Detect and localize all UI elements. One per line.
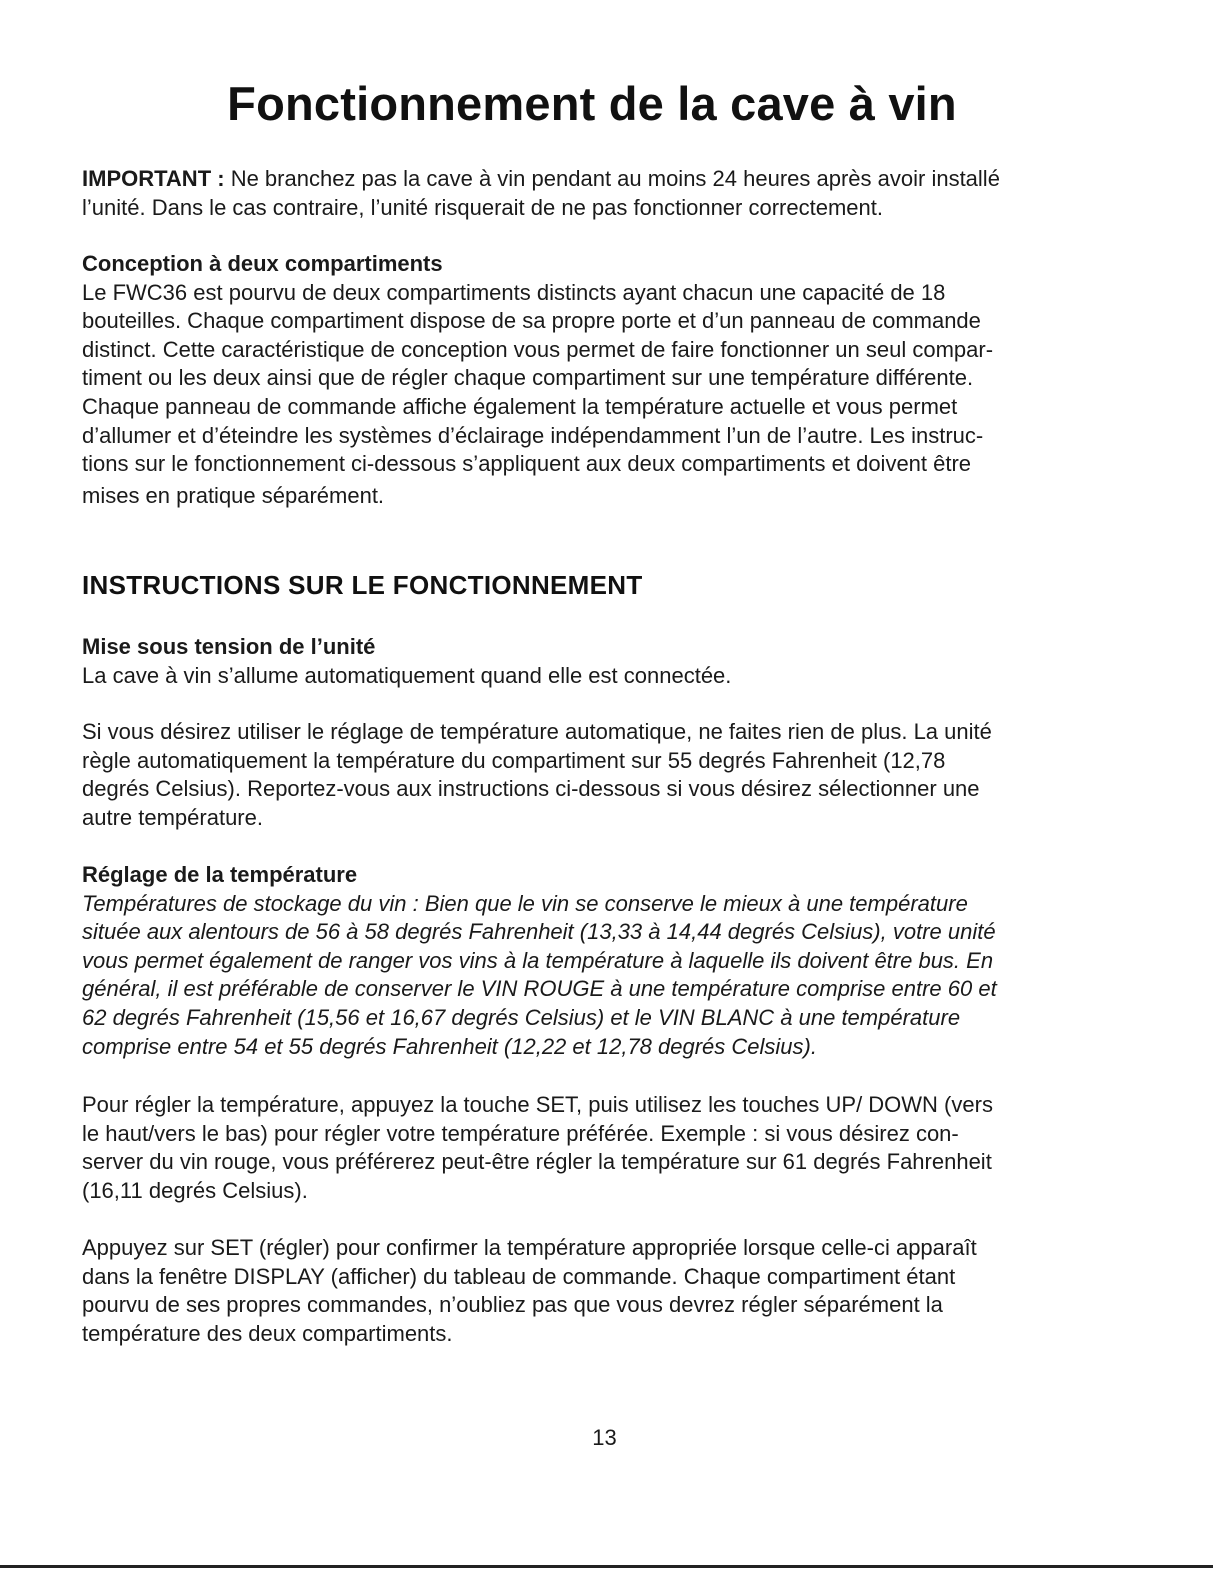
important-text-1: Ne branchez pas la cave à vin pendant au moins 24 heures après avoir installé (224, 166, 1000, 191)
section-heading-mise: Mise sous tension de l’unité (82, 634, 376, 659)
important-paragraph (82, 165, 1102, 222)
section-conception (82, 250, 1102, 510)
reglage-italic-line: vous permet également de ranger vos vins à la température à laquelle ils doivent être bus. En (82, 947, 994, 973)
confirm-line: pourvu de ses propres commandes, n’oubliez pas que vous devrez régler séparément la (82, 1292, 943, 1318)
section-reglage-temperature (82, 861, 1102, 1061)
important-label: IMPORTANT : (82, 166, 225, 191)
confirm-line: Appuyez sur SET (régler) pour confirmer la température appropriée lorsque celle-ci apparaît (82, 1235, 977, 1260)
section-heading-reglage: Réglage de la température (82, 862, 358, 887)
scan-bottom-edge (0, 1565, 1213, 1568)
auto-line: autre température. (82, 804, 263, 830)
conception-line: Le FWC36 est pourvu de deux compartiments distincts ayant chacun une capacité de 18 (82, 279, 946, 305)
reglage-italic-line: comprise entre 54 et 55 degrés Fahrenheit (12,22 et 12,78 degrés Celsius). (82, 1033, 817, 1059)
conception-line: timent ou les deux ainsi que de régler chaque compartiment sur une température différente. (82, 365, 974, 391)
auto-line: règle automatiquement la température du compartiment sur 55 degrés Fahrenheit (12,78 (82, 747, 946, 773)
reglage-italic-line: 62 degrés Fahrenheit (15,56 et 16,67 degrés Celsius) et le VIN BLANC à une température (82, 1004, 961, 1030)
set-line: Pour régler la température, appuyez la touche SET, puis utilisez les touches UP/ DOWN (vers (82, 1092, 993, 1117)
conception-line: bouteilles. Chaque compartiment dispose de sa propre porte et d’un panneau de commande (82, 308, 981, 334)
auto-line: degrés Celsius). Reportez-vous aux instructions ci-dessous si vous désirez sélectionner une (82, 776, 980, 802)
conception-line: d’allumer et d’éteindre les systèmes d’éclairage indépendamment l’un de l’autre. Les instruc- (82, 422, 984, 448)
important-line-1 (82, 165, 1102, 194)
set-line: (16,11 degrés Celsius). (82, 1177, 308, 1203)
section-mise-sous-tension (82, 633, 1102, 690)
instructions-heading: INSTRUCTIONS SUR LE FONCTIONNEMENT (82, 570, 643, 600)
reglage-italic-line: Températures de stockage du vin : Bien que le vin se conserve le mieux à une température (82, 890, 968, 916)
reglage-italic-line: située aux alentours de 56 à 58 degrés Fahrenheit (13,33 à 14,44 degrés Celsius), votre unité (82, 919, 996, 945)
conception-line: distinct. Cette caractéristique de conception vous permet de faire fonctionner un seul compar- (82, 336, 994, 362)
section-heading-conception: Conception à deux compartiments (82, 251, 443, 276)
conception-line: mises en pratique séparément. (82, 482, 385, 508)
paragraph-confirm (82, 1234, 1102, 1348)
page-number: 13 (592, 1425, 617, 1450)
paragraph-auto-temperature (82, 718, 1102, 832)
set-line: le haut/vers le bas) pour régler votre température préférée. Exemple : si vous désirez con- (82, 1120, 959, 1146)
reglage-italic-line: général, il est préférable de conserver le VIN ROUGE à une température comprise entre 60 et (82, 976, 997, 1002)
page-title: Fonctionnement de la cave à vin (227, 77, 957, 130)
set-line: server du vin rouge, vous préférerez peut-être régler la température sur 61 degrés Fahrenheit (82, 1149, 992, 1175)
paragraph-set-instructions (82, 1091, 1102, 1205)
auto-line: Si vous désirez utiliser le réglage de température automatique, ne faites rien de plus. La unité (82, 719, 992, 744)
conception-line: Chaque panneau de commande affiche également la température actuelle et vous permet (82, 393, 958, 419)
mise-line: La cave à vin s’allume automatiquement quand elle est connectée. (82, 662, 732, 688)
important-line-2: l’unité. Dans le cas contraire, l’unité risquerait de ne pas fonctionner correctement. (82, 194, 883, 220)
confirm-line: dans la fenêtre DISPLAY (afficher) du tableau de commande. Chaque compartiment étant (82, 1263, 956, 1289)
confirm-line: température des deux compartiments. (82, 1320, 453, 1346)
conception-line: tions sur le fonctionnement ci-dessous s’appliquent aux deux compartiments et doivent être (82, 451, 972, 477)
